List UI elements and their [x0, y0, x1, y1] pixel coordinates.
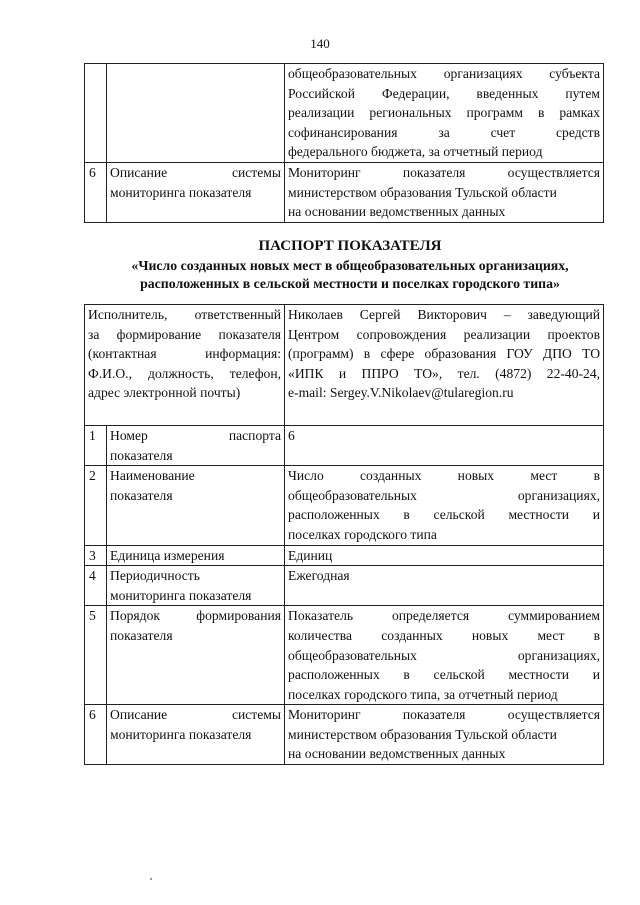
label-line: Ф.И.О., должность, телефон,	[88, 365, 282, 381]
row-value-cell	[285, 466, 604, 545]
value-line: Мониторинг показателя осуществляется	[288, 707, 601, 723]
label-line: показателя	[110, 447, 173, 463]
value-line: расположенных в сельской местности и	[288, 667, 601, 683]
label-line: Наименование	[110, 468, 195, 484]
label-line: мониторинга показателя	[110, 184, 252, 200]
label-line: Описание системы	[110, 164, 281, 180]
table-row-6	[85, 162, 604, 222]
table-row-continued	[85, 64, 604, 163]
row-number: 2	[85, 466, 107, 545]
value-line: Мониторинг показателя осуществляется	[288, 164, 600, 180]
row-label-cell	[107, 566, 285, 606]
value-line: Центром сопровождения реализации проектов	[288, 326, 601, 342]
value-line: расположенных в сельской местности и	[288, 507, 601, 523]
value-line: «ИПК и ППРО ТО», тел. (4872) 22-40-24,	[288, 365, 601, 381]
label-line: адрес электронной почты)	[88, 385, 241, 401]
label-line: Номер паспорта	[110, 427, 282, 443]
value-line: Российской Федерации, введенных путем	[288, 85, 600, 101]
executor-label-cell	[85, 305, 285, 426]
row-number-cell	[85, 64, 107, 163]
label-line: показателя	[110, 627, 173, 643]
table-row-4	[85, 566, 604, 606]
row-value-cell	[285, 545, 604, 566]
value-line: поселках городского типа	[288, 526, 437, 542]
label-line: (контактная информация:	[88, 346, 282, 362]
row-label-cell	[107, 425, 285, 465]
value-line: 6	[288, 427, 295, 443]
label-line: за формирование показателя	[88, 326, 282, 342]
value-line: количества созданных новых мест в	[288, 627, 601, 643]
value-line: реализации региональных программ в рамках	[288, 105, 600, 121]
row-number: 4	[85, 566, 107, 606]
value-line: Николаев Сергей Викторович – заведующий	[288, 307, 601, 322]
value-line: Ежегодная	[288, 568, 350, 584]
indicator-table-continued	[84, 63, 604, 223]
row-label-cell	[107, 64, 285, 163]
value-line: Единиц	[288, 547, 333, 563]
label-line: показателя	[110, 487, 173, 503]
value-line: министерством образования Тульской области	[288, 726, 557, 742]
value-line: общеобразовательных организациях,	[288, 487, 601, 503]
table-row-executor	[85, 305, 604, 426]
value-line: федерального бюджета, за отчетный период	[288, 144, 543, 160]
row-number: 6	[85, 162, 107, 222]
row-number: 6	[85, 705, 107, 765]
row-label-cell	[107, 545, 285, 566]
row-label-cell	[107, 162, 285, 222]
passport-title: ПАСПОРТ ПОКАЗАТЕЛЯ	[258, 238, 442, 254]
label-line: Периодичность	[110, 568, 200, 584]
subtitle-line: расположенных в сельской местности и поселках городского типа»	[140, 276, 560, 291]
value-line: (программ) в сфере образования ГОУ ДПО ТО	[288, 346, 601, 362]
row-number: 5	[85, 606, 107, 705]
table-row-2	[85, 466, 604, 545]
row-label-cell	[107, 705, 285, 765]
value-line: Число созданных новых мест в	[288, 468, 601, 484]
table-row-6	[85, 705, 604, 765]
value-line: общеобразовательных организациях,	[288, 647, 601, 663]
row-value-cell	[285, 162, 604, 222]
row-label-cell	[107, 606, 285, 705]
table-row-1	[85, 425, 604, 465]
executor-value-cell	[285, 305, 604, 426]
row-value-cell	[285, 64, 604, 163]
row-value-cell	[285, 566, 604, 606]
value-line: софинансирования за счет средств	[288, 124, 600, 140]
table-row-5	[85, 606, 604, 705]
value-line: на основании ведомственных данных	[288, 204, 506, 220]
label-line: мониторинга показателя	[110, 587, 252, 603]
row-value-cell	[285, 425, 604, 465]
table-row-3	[85, 545, 604, 566]
indicator-passport-table	[84, 304, 604, 765]
label-line: мониторинга показателя	[110, 726, 252, 742]
value-line: министерством образования Тульской области	[288, 184, 557, 200]
value-line: на основании ведомственных данных	[288, 746, 506, 762]
label-line: Порядок формирования	[110, 608, 282, 624]
value-line: поселках городского типа, за отчетный период	[288, 686, 558, 702]
label-line: Исполнитель, ответственный	[88, 307, 282, 322]
page-number: 140	[310, 36, 330, 51]
value-line: e-mail: Sergey.V.Nikolaev@tularegion.ru	[288, 385, 514, 401]
value-line: общеобразовательных организациях субъекта	[288, 66, 600, 81]
row-number: 1	[85, 425, 107, 465]
label-line: Единица измерения	[110, 547, 225, 563]
row-value-cell	[285, 606, 604, 705]
value-line: Показатель определяется суммированием	[288, 608, 601, 624]
label-line: Описание системы	[110, 707, 282, 723]
row-label-cell	[107, 466, 285, 545]
passport-subtitle	[60, 257, 640, 293]
row-number: 3	[85, 545, 107, 566]
row-value-cell	[285, 705, 604, 765]
scan-speck	[150, 878, 152, 880]
subtitle-line: «Число созданных новых мест в общеобразовательных организациях,	[131, 258, 569, 273]
